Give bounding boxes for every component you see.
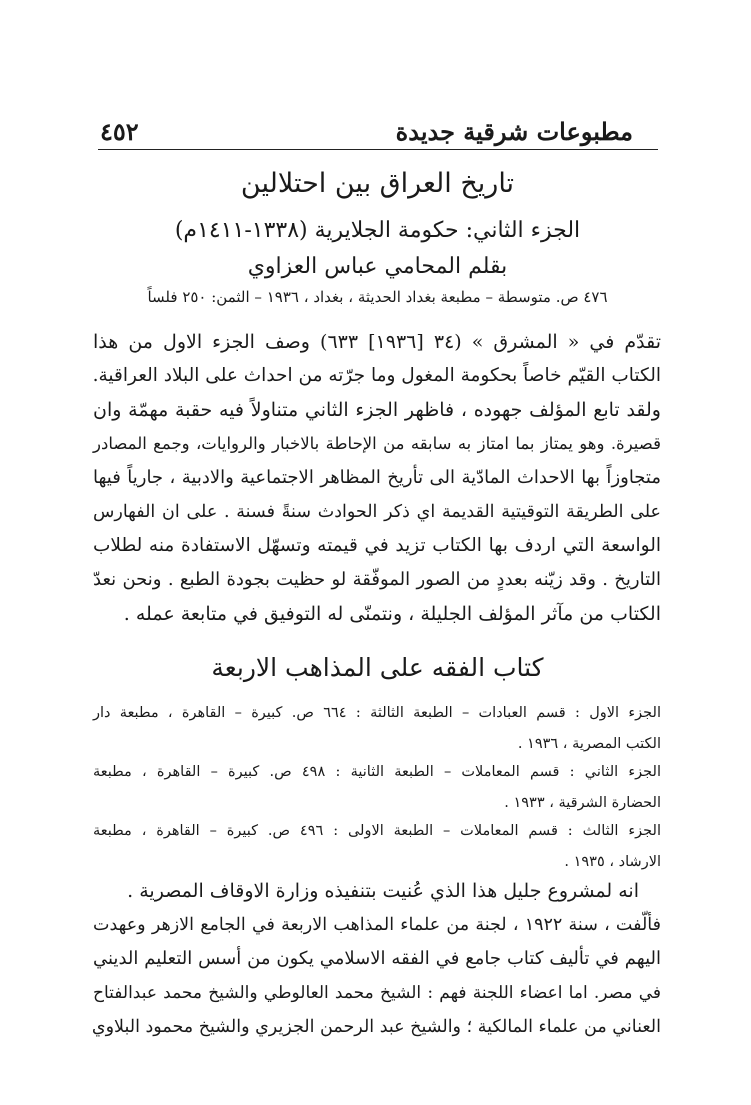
review-line: على الطريقة التوقيتية القديمة اي ذكر الحوادث سنةً فسنة . على ان الفهارس [93,502,661,522]
book1-author: بقلم المحامي عباس العزاوي [247,254,508,279]
review-line: فألّفت ، سنة ١٩٢٢ ، لجنة من علماء المذاهب الاربعة في الجامع الازهر وعهدت [93,915,661,935]
review-line: ولقد تابع المؤلف جهوده ، فاظهر الجزء الثاني متناولاً فيه حقبة مهمّة وان [93,399,661,421]
review-line: اليهم في تأليف كتاب جامع في الفقه الاسلامي يكون من أسس التعليم الديني [93,948,661,969]
review-line: التاريخ . وقد زيّنه بعددٍ من الصور الموفّقة لو حظيت بجودة الطبع . ونحن نعدّ [93,569,661,590]
book1-subtitle: الجزء الثاني: حكومة الجلايرية (١٣٣٨-١٤١١م) [174,218,581,243]
header-title: مطبوعات شرقية جديدة [395,117,633,146]
part-line: الجزء الثالث : قسم المعاملات – الطبعة الاولى : ٤٩٦ ص. كبيرة – القاهرة ، مطبعة [93,823,661,839]
book2-part-2 [93,757,661,819]
review-line: قصيرة. وهو يمتاز بما امتاز به سابقه من الإحاطة بالاخبار والروايات، وجمع المصادر [93,434,661,453]
review-line: الكتاب القيّم خاصاً بحكومة المغول وما جرّته من احداث على البلاد العراقية. [92,365,661,386]
book2-part-3 [93,816,661,878]
book1-details: ٤٧٦ ص. متوسطة – مطبعة بغداد الحديثة ، بغداد ، ١٩٣٦ – الثمن: ٢٥٠ فلساً [147,288,608,306]
book2-title: كتاب الفقه على المذاهب الاربعة [211,653,544,682]
review-line: انه لمشروع جليل هذا الذي عُنيت بتنفيذه وزارة الاوقاف المصرية . [127,880,639,902]
page-number: ٤٥٢ [100,117,139,146]
part-line: الكتب المصرية ، ١٩٣٦ . [517,736,661,752]
review-line: الواسعة التي اردف بها الكتاب تزيد في قيمته وتسهّل الاستفادة منه لطلاب [93,535,661,556]
part-line: الجزء الاول : قسم العبادات – الطبعة الثالثة : ٦٦٤ ص. كبيرة – القاهرة ، مطبعة دار [93,705,661,721]
book1-title: تاريخ العراق بين احتلالين [240,168,515,199]
review-line: متجاوزاً بها الاحداث المادّية الى تأريخ المظاهر الاجتماعية والادبية ، جارياً فيها [93,467,661,488]
review-line: العناني من علماء المالكية ؛ والشيخ عبد الرحمن الجزيري والشيخ محمود البلاوي [91,1017,661,1037]
part-line: الارشاد ، ١٩٣٥ . [564,854,661,870]
review-line: في مصر. اما اعضاء اللجنة فهم : الشيخ محمد العالوطي والشيخ محمد عبدالفتاح [93,983,661,1003]
running-header [100,106,655,146]
review-line: الكتاب من مآثر المؤلف الجليلة ، ونتمنّى له التوفيق في متابعة عمله . [123,603,661,625]
part-line: الحضارة الشرقية ، ١٩٣٣ . [504,795,661,811]
book1-review [93,325,661,631]
review-line: تقدّم في « المشرق » (٣٤ [١٩٣٦] ٦٣٣) وصف الجزء الاول من هذا [93,331,662,353]
header-rule [98,149,658,150]
part-line: الجزء الثاني : قسم المعاملات – الطبعة الثانية : ٤٩٨ ص. كبيرة – القاهرة ، مطبعة [93,764,661,780]
book2-review [93,874,661,1044]
book2-part-1 [93,698,661,760]
